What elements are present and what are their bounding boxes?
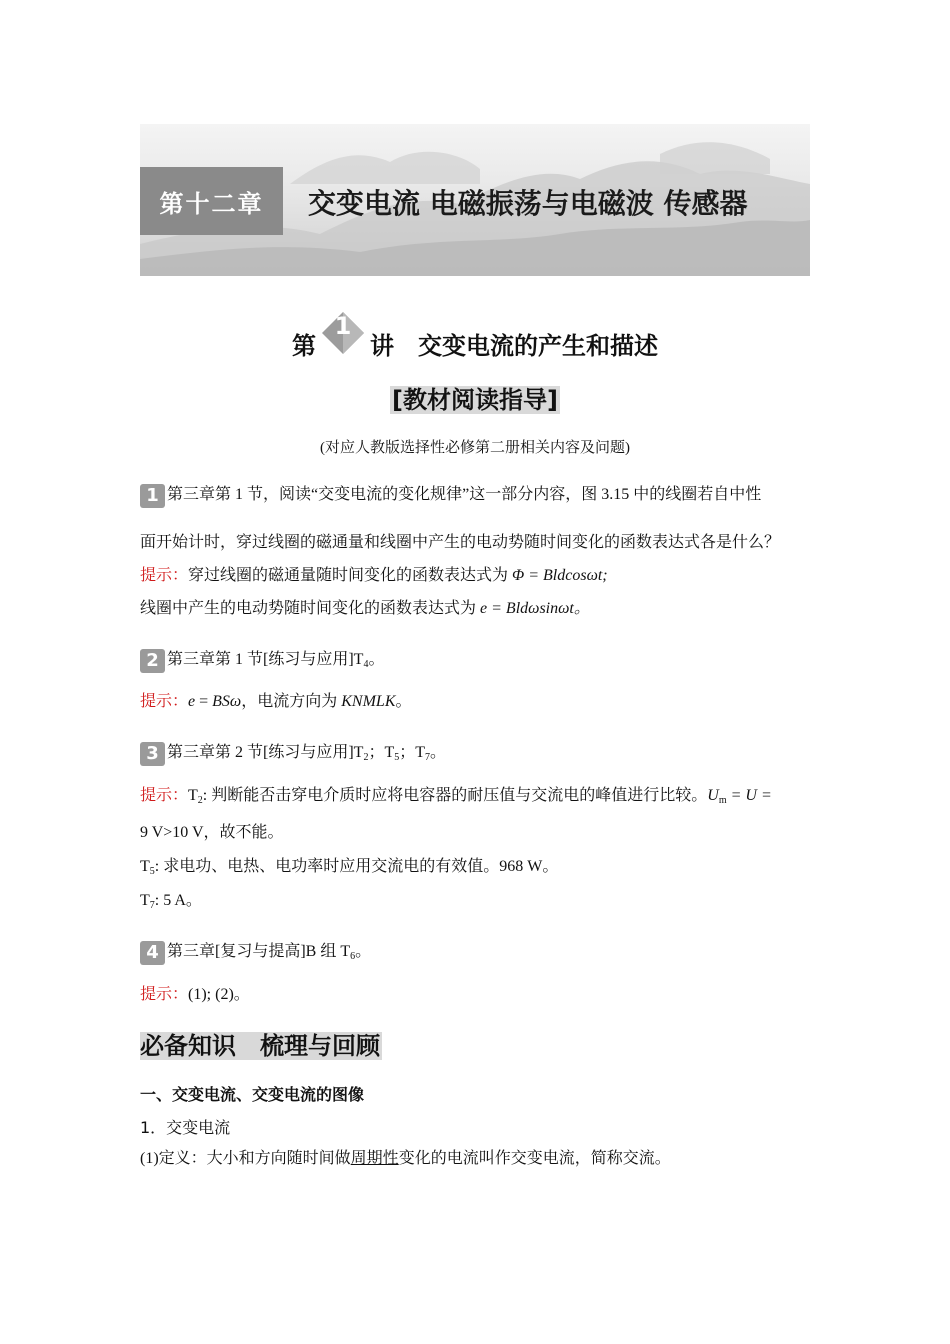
chapter-title: 交变电流 电磁振荡与电磁波 传感器 [308, 187, 748, 220]
chapter-label: 第十二章 [140, 167, 283, 235]
hint-3-line-2: 9 V>10 V，故不能。 [140, 824, 284, 841]
question-2: 2 第三章第 1 节[练习与应用]$T_4$。 [140, 649, 812, 673]
number-badge-3: 3 [140, 742, 165, 766]
hint-label: 提示： [140, 567, 189, 584]
lecture-number: 1 [334, 312, 352, 340]
chapter-banner [140, 124, 810, 276]
question-1-line-2: 面开始计时，穿过线圈的磁通量和线圈中产生的电动势随时间变化的函数表达式各是什么？ [140, 534, 781, 551]
question-1-line-1: 1 第三章第 1 节，阅读“交变电流的变化规律”这一部分内容，图 3.15 中的线圈若自中性 [140, 484, 812, 508]
hint-1-line-1: 提示：穿过线圈的磁通量随时间变化的函数表达式为 Φ = Bldcosωt; [140, 567, 608, 584]
guide-title-wrap [0, 380, 950, 415]
section-title-wrap [140, 1026, 382, 1061]
guide-title: [教材阅读指导] [392, 386, 558, 414]
hint-2: 提示：e = BSω，电流方向为 KNMLK。 [140, 693, 412, 710]
underlined-term: 周期性 [350, 1150, 399, 1167]
number-badge-4: 4 [140, 941, 165, 965]
hint-3-line-1: 提示：$T_2$: 判断能否击穿电介质时应将电容器的耐压值与交流电的峰值进行比较。$U_m = U$ = [140, 787, 772, 806]
lecture-prefix: 第 [292, 334, 316, 360]
lecture-suffix: 讲 交变电流的产生和描述 [370, 334, 658, 360]
hint-4: 提示：(1); (2)。 [140, 986, 250, 1003]
number-badge-1: 1 [140, 484, 165, 508]
section-title: 必备知识 梳理与回顾 [140, 1032, 380, 1060]
lecture-title [0, 312, 950, 361]
lecture-number-badge [320, 312, 366, 358]
definition-line: (1)定义：大小和方向随时间做周期性变化的电流叫作交变电流，简称交流。 [140, 1150, 671, 1167]
hint-3-line-3: $T_5$: 求电功、电热、电功率时应用交流电的有效值。968 W。 [140, 858, 559, 877]
hint-3-line-4: $T_7$: 5 A。 [140, 892, 202, 911]
reference-note: (对应人教版选择性必修第二册相关内容及问题) [320, 440, 630, 456]
hint-1-line-2: 线圈中产生的电动势随时间变化的函数表达式为 e = Bldωsinωt。 [140, 600, 590, 617]
question-4: 4 第三章[复习与提高]B 组 $T_6$。 [140, 941, 812, 965]
number-badge-2: 2 [140, 649, 165, 673]
question-3: 3 第三章第 2 节[练习与应用]$T_2$；$T_5$；$T_7$。 [140, 742, 812, 766]
subsection-heading: 一、交变电流、交变电流的图像 [140, 1085, 365, 1104]
subsection-item: 1．交变电流 [140, 1118, 231, 1137]
